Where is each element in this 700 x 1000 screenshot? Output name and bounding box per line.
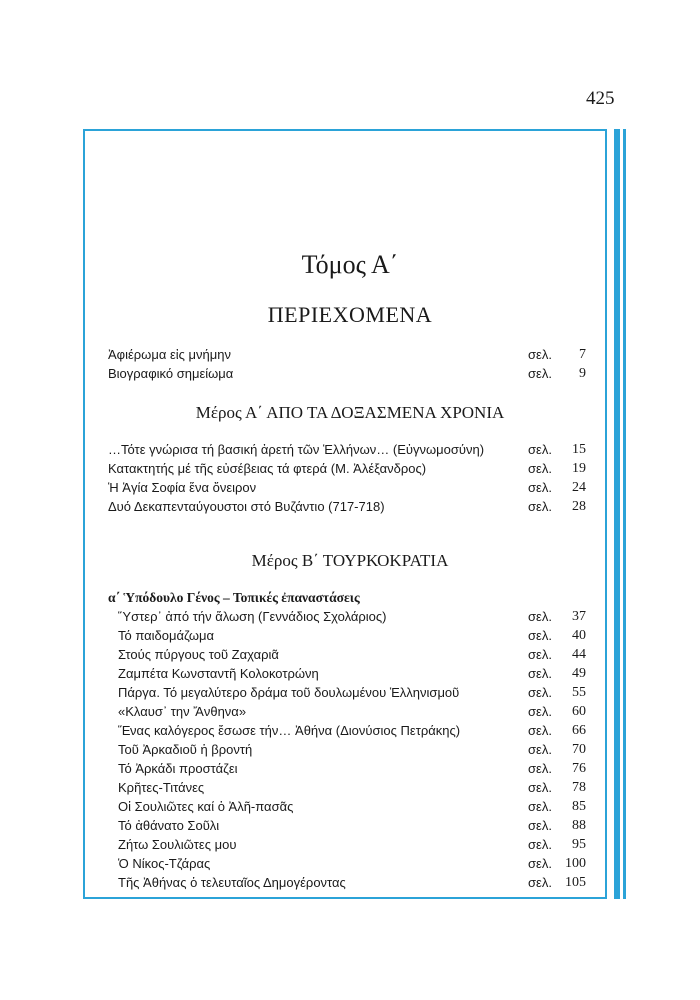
part-b-title: Μέρος Β΄ ΤΟΥΡΚΟΚΡΑΤΙΑ <box>251 551 449 570</box>
toc-entry-sel: σελ. <box>528 723 552 738</box>
toc-entry-title: Ζαμπέτα Κωνσταντῆ Κολοκοτρώνη <box>118 666 319 681</box>
toc-entry <box>118 798 586 815</box>
part-a-title: Μέρος Α΄ ΑΠΟ ΤΑ ΔΟΞΑΣΜΕΝΑ ΧΡΟΝΙΑ <box>195 403 505 422</box>
toc-entry-page: 24 <box>572 480 586 495</box>
toc-entry-sel: σελ. <box>528 685 552 700</box>
toc-entry-title: Βιογραφικό σημείωμα <box>108 366 234 381</box>
toc-entry-page: 60 <box>572 704 586 719</box>
toc-entry <box>118 684 586 701</box>
toc-entry-sel: σελ. <box>528 347 552 362</box>
toc-entry-sel: σελ. <box>528 856 552 871</box>
toc-entry-page: 7 <box>579 347 586 362</box>
toc-entry-title: Στούς πύργους τοῦ Ζαχαριᾶ <box>118 647 279 662</box>
toc-entry <box>118 741 586 758</box>
toc-entry-page: 37 <box>572 609 586 624</box>
toc-entry-sel: σελ. <box>528 837 552 852</box>
toc-entry-page: 66 <box>572 723 586 738</box>
contents-title: ΠΕΡΙΕΧΟΜΕΝΑ <box>267 302 433 327</box>
toc-entry <box>118 855 586 872</box>
toc-entry-title: …Τότε γνώρισα τή βασική ἀρετή τῶν Ἑλλήνων… (Εὐγνωμοσύνη) <box>108 442 485 457</box>
toc-entry-page: 55 <box>572 685 586 700</box>
toc-entry-title: Ζήτω Σουλιῶτες μου <box>118 837 237 852</box>
toc-entry-page: 95 <box>572 837 586 852</box>
toc-entry-sel: σελ. <box>528 442 552 457</box>
toc-entry-title: Ὁ Νίκος-Τζάρας <box>118 856 211 871</box>
toc-entry-page: 9 <box>579 366 586 381</box>
toc-entry <box>108 346 586 363</box>
toc-entry-title: Κατακτητής μέ τῆς εὐσέβειας τά φτερά (Μ. Ἀλέξανδρος) <box>108 461 427 476</box>
toc-entry-page: 28 <box>572 499 586 514</box>
toc-entry-title: Τοῦ Ἀρκαδιοῦ ἡ βροντή <box>118 742 253 757</box>
toc-entry <box>118 817 586 834</box>
toc-entry-page: 105 <box>565 875 586 890</box>
toc-entry-sel: σελ. <box>528 480 552 495</box>
toc-entry-page: 40 <box>572 628 586 643</box>
toc-entry <box>118 779 586 796</box>
toc-entry-sel: σελ. <box>528 761 552 776</box>
toc-entry-sel: σελ. <box>528 875 552 890</box>
toc-entry-page: 15 <box>572 442 586 457</box>
toc-entry <box>118 665 586 682</box>
toc-entry-sel: σελ. <box>528 704 552 719</box>
toc-entry-page: 78 <box>572 780 586 795</box>
toc-entry-page: 44 <box>572 647 586 662</box>
toc-entry-sel: σελ. <box>528 647 552 662</box>
toc-entry-sel: σελ. <box>528 818 552 833</box>
toc-entry-title: «Κλαυσ᾽ την Ἄνθηνα» <box>118 704 247 719</box>
toc-entry-sel: σελ. <box>528 499 552 514</box>
toc-entry-title: Οἱ Σουλιῶτες καί ὁ Ἀλῆ-πασᾶς <box>118 799 294 814</box>
toc-entry <box>118 874 586 891</box>
toc-entry <box>118 627 586 644</box>
toc-entry <box>118 836 586 853</box>
toc-entry-sel: σελ. <box>528 799 552 814</box>
toc-entry-title: Ἀφιέρωμα εἰς μνήμην <box>108 347 231 362</box>
toc-entry-sel: σελ. <box>528 666 552 681</box>
toc-entry-title: Τῆς Ἀθήνας ὁ τελευταῖος Δημογέροντας <box>118 875 346 890</box>
toc-entry-title: Τό ἀθάνατο Σοῦλι <box>118 818 220 833</box>
toc-entry-page: 49 <box>572 666 586 681</box>
volume-title: Τόμος Α΄ <box>301 250 399 279</box>
toc-entry <box>108 365 586 382</box>
toc-entry-page: 70 <box>572 742 586 757</box>
toc-entry-sel: σελ. <box>528 780 552 795</box>
toc-entry-title: Τό Ἀρκάδι προστάζει <box>118 761 238 776</box>
toc-entry-title: Ἕνας καλόγερος ἔσωσε τήν… Ἀθήνα (Διονύσιος Πετράκης) <box>118 723 461 738</box>
toc-entry-sel: σελ. <box>528 366 552 381</box>
toc-entry-page: 88 <box>572 818 586 833</box>
toc-entry-page: 76 <box>572 761 586 776</box>
toc-entry <box>108 460 586 477</box>
toc-entry <box>118 646 586 663</box>
toc-entry <box>108 479 586 496</box>
section-title: α΄ Ὑπόδουλο Γένος – Τοπικές ἐπαναστάσεις <box>108 590 360 605</box>
toc-entry-sel: σελ. <box>528 609 552 624</box>
toc-entry <box>118 608 586 625</box>
toc-entry-title: Τό παιδομάζωμα <box>118 628 215 643</box>
toc-entry-title: Κρῆτες-Τιτάνες <box>118 780 205 795</box>
toc-entry-title: Δυό Δεκαπενταύγουστοι στό Βυζάντιο (717-718) <box>108 499 385 514</box>
toc-entry-page: 19 <box>572 461 586 476</box>
page-number: 425 <box>586 88 615 109</box>
toc-entry <box>108 498 586 515</box>
toc-entry <box>108 441 586 458</box>
toc-entry-title: Ἡ Ἁγία Σοφία ἕνα ὄνειρον <box>108 480 257 495</box>
toc-entry-page: 85 <box>572 799 586 814</box>
toc-entry <box>118 760 586 777</box>
toc-entry-page: 100 <box>565 856 586 871</box>
toc-entry-sel: σελ. <box>528 628 552 643</box>
toc-entry <box>118 722 586 739</box>
toc-entry-sel: σελ. <box>528 742 552 757</box>
toc-entry <box>118 703 586 720</box>
toc-entry-title: Πάργα. Τό μεγαλύτερο δράμα τοῦ δουλωμένου Ἑλληνισμοῦ <box>118 685 460 700</box>
toc-entry-title: Ὕστερ᾽ ἀπό τήν ἅλωση (Γεννάδιος Σχολάριος) <box>118 609 387 624</box>
toc-entry-sel: σελ. <box>528 461 552 476</box>
